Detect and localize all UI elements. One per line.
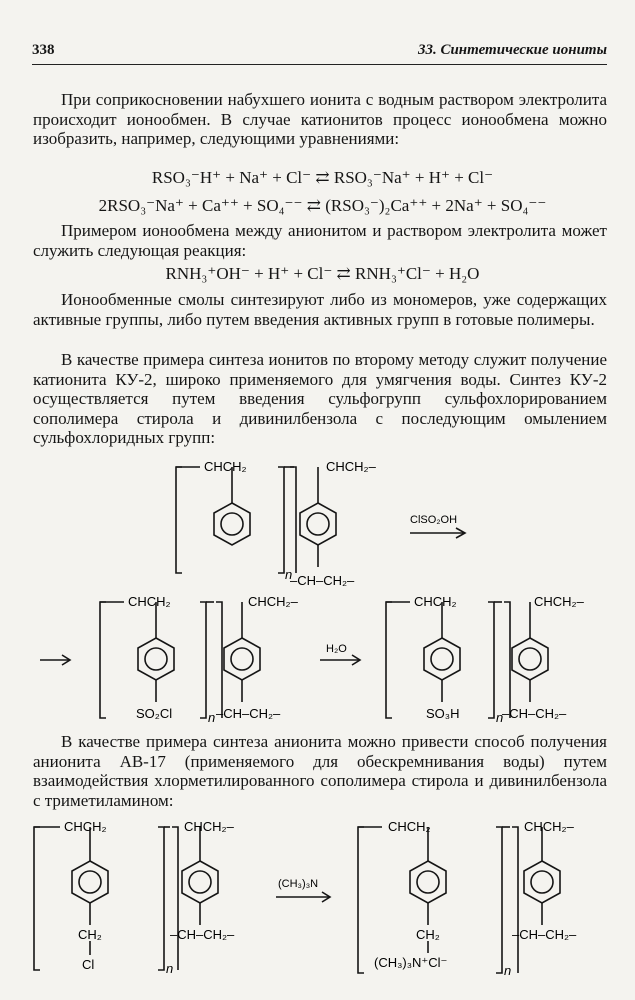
paragraph-ku2: В качестве примера синтеза ионитов по второму методу служит получение катионита КУ-2, широко применяемого для умягчения воды. Синтез КУ-2 осуществляется путем введения сульфогрупп сульфохлорированием сополимера стирола и дивинилбензола с последующим омылением сульфохлоридных групп: [33, 350, 607, 448]
scheme3-crosslink-2: –CH–CH₂– [512, 927, 577, 942]
scheme3-unit-4: CHCH₂– [524, 819, 574, 834]
paragraph-av17: В качестве примера синтеза анионита можно привести способ получения анионита АВ-17 (применяемого для обескремнивания воды) путем взаимодействия хлорметилированного сополимера стирола и дивинилбензола с триметиламином: [33, 732, 607, 810]
paragraph-anionite: Примером ионообмена между анионитом и раствором электролита может служить следующая реакция: [33, 221, 607, 260]
scheme3-n-2: n [504, 963, 512, 978]
scheme3-unit-2: CHCH₂– [184, 819, 234, 834]
scheme3-unit-1: CHCH₂ [64, 819, 107, 834]
scheme3-reagent: (CH₃)₃N [278, 878, 319, 890]
scheme3-ch2-left: CH₂ [78, 927, 102, 942]
scheme2-so3h: SO₃H [426, 706, 460, 721]
page-header [32, 42, 607, 65]
scheme2-reagent: H₂O [326, 643, 347, 655]
scheme2-n-1: n [208, 710, 216, 725]
equation-1: RSO₃⁻H⁺ + Na⁺ + Cl⁻ ⇄ RSO₃⁻Na⁺ + H⁺ + Cl⁻ [151, 168, 494, 187]
scheme1-reagent: ClSO₂OH [410, 514, 458, 526]
scheme2-so2cl: SO₂Cl [136, 706, 173, 721]
paragraph-synthesis-methods: Ионообменные смолы синтезируют либо из мономеров, уже содержащих активные группы, либо путем введения активных групп в готовые полимеры. [33, 290, 607, 329]
scheme2-crosslink-1: –CH–CH₂– [216, 706, 281, 721]
scheme2-unit-3: CHCH₂ [414, 594, 457, 609]
page-number: 338 [32, 42, 55, 58]
scheme3-n-1: n [166, 961, 174, 976]
equation-2: 2RSO₃⁻Na⁺ + Ca⁺⁺ + SO₄⁻⁻ ⇄ (RSO₃⁻)₂Ca⁺⁺ + 2Na⁺ + SO₄⁻⁻ [98, 196, 547, 215]
equation-3: RNH₃⁺OH⁻ + H⁺ + Cl⁻ ⇄ RNH₃⁺Cl⁻ + H₂O [165, 264, 480, 283]
scheme2-unit-2: CHCH₂– [248, 594, 298, 609]
scheme2-n-2: n [496, 710, 504, 725]
scheme1-crosslink: –CH–CH₂– [290, 573, 355, 588]
scheme1-unit-1: CHCH₂ [204, 459, 247, 474]
scheme1-unit-2: CHCH₂– [326, 459, 376, 474]
scheme3-crosslink-1: –CH–CH₂– [170, 927, 235, 942]
scheme-ku2-start [160, 455, 500, 590]
scheme3-unit-3: CHCH₂ [388, 819, 431, 834]
scheme1-n: n [285, 567, 293, 582]
scheme3-ch2-right: CH₂ [416, 927, 440, 942]
scheme-ku2-result [30, 590, 610, 725]
scheme2-crosslink-2: –CH–CH₂– [502, 706, 567, 721]
scheme-av17 [20, 815, 620, 985]
scheme3-cl: Cl [82, 957, 95, 972]
chapter-title: 33. Синтетические иониты [417, 42, 607, 58]
scheme2-unit-1: CHCH₂ [128, 594, 171, 609]
paragraph-ion-exchange: При соприкосновении набухшего ионита с водным раствором электролита происходит ионообмен. В случае катионитов процесс ионообмена можно изобразить, например, следующими уравнениями: [33, 90, 607, 149]
scheme3-ammonium: (CH₃)₃N⁺Cl⁻ [374, 955, 448, 970]
scheme2-unit-4: CHCH₂– [534, 594, 584, 609]
